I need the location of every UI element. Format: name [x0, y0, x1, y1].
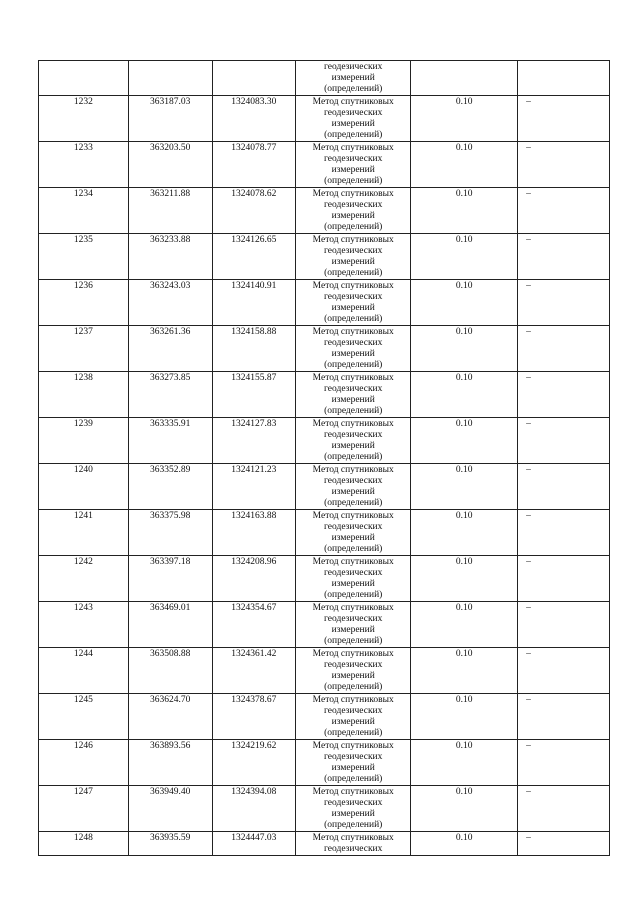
y-coordinate-cell: 1324121.23	[212, 464, 296, 510]
method-cell	[296, 556, 411, 602]
table-row	[39, 510, 610, 556]
note-cell: –	[518, 96, 610, 142]
note-cell: –	[518, 832, 610, 856]
point-number-cell: 1240	[39, 464, 129, 510]
method-line: Метод спутниковых	[312, 695, 394, 705]
precision-cell: 0.10	[411, 96, 518, 142]
y-coordinate-cell: 1324158.88	[212, 326, 296, 372]
method-line: Метод спутниковых	[312, 787, 394, 797]
method-line: геодезических	[324, 706, 383, 716]
method-cell	[296, 326, 411, 372]
precision-cell: 0.10	[411, 510, 518, 556]
x-coordinate-cell: 363935.59	[128, 832, 212, 856]
x-coordinate-cell	[128, 61, 212, 96]
x-coordinate-cell: 363375.98	[128, 510, 212, 556]
method-line: геодезических	[324, 660, 383, 670]
note-cell: –	[518, 418, 610, 464]
precision-cell: 0.10	[411, 740, 518, 786]
x-coordinate-cell: 363261.36	[128, 326, 212, 372]
table-row	[39, 602, 610, 648]
point-number-cell: 1233	[39, 142, 129, 188]
note-cell: –	[518, 464, 610, 510]
point-number-cell: 1243	[39, 602, 129, 648]
y-coordinate-cell: 1324208.96	[212, 556, 296, 602]
y-coordinate-cell: 1324394.08	[212, 786, 296, 832]
table-row	[39, 648, 610, 694]
method-line: измерений	[331, 533, 375, 543]
y-coordinate-cell: 1324078.77	[212, 142, 296, 188]
note-cell: –	[518, 142, 610, 188]
precision-cell	[411, 61, 518, 96]
precision-cell: 0.10	[411, 372, 518, 418]
method-line: измерений	[331, 763, 375, 773]
method-cell	[296, 418, 411, 464]
precision-cell: 0.10	[411, 464, 518, 510]
note-cell: –	[518, 280, 610, 326]
table-row	[39, 786, 610, 832]
y-coordinate-cell: 1324083.30	[212, 96, 296, 142]
method-line: геодезических	[324, 62, 383, 72]
method-line: Метод спутниковых	[312, 373, 394, 383]
method-line: геодезических	[324, 844, 383, 854]
method-cell	[296, 96, 411, 142]
method-line: Метод спутниковых	[312, 419, 394, 429]
table-row	[39, 740, 610, 786]
method-line: измерений	[331, 303, 375, 313]
x-coordinate-cell: 363243.03	[128, 280, 212, 326]
precision-cell: 0.10	[411, 602, 518, 648]
x-coordinate-cell: 363233.88	[128, 234, 212, 280]
table-row	[39, 418, 610, 464]
method-line: измерений	[331, 809, 375, 819]
method-line: геодезических	[324, 292, 383, 302]
method-line: геодезических	[324, 430, 383, 440]
method-line: Метод спутниковых	[312, 97, 394, 107]
y-coordinate-cell: 1324361.42	[212, 648, 296, 694]
method-line: измерений	[331, 441, 375, 451]
precision-cell: 0.10	[411, 188, 518, 234]
method-line: геодезических	[324, 108, 383, 118]
method-line: измерений	[331, 487, 375, 497]
note-cell: –	[518, 740, 610, 786]
table-row	[39, 372, 610, 418]
method-line: измерений	[331, 257, 375, 267]
table-row	[39, 464, 610, 510]
table-row	[39, 280, 610, 326]
precision-cell: 0.10	[411, 418, 518, 464]
table-row	[39, 832, 610, 856]
y-coordinate-cell: 1324219.62	[212, 740, 296, 786]
method-line: Метод спутниковых	[312, 143, 394, 153]
y-coordinate-cell	[212, 61, 296, 96]
x-coordinate-cell: 363469.01	[128, 602, 212, 648]
coordinates-table	[38, 60, 610, 856]
note-cell	[518, 61, 610, 96]
point-number-cell: 1234	[39, 188, 129, 234]
point-number-cell: 1247	[39, 786, 129, 832]
precision-cell: 0.10	[411, 280, 518, 326]
method-line: измерений	[331, 73, 375, 83]
method-line: (определений)	[324, 268, 383, 278]
method-line: Метод спутниковых	[312, 649, 394, 659]
note-cell: –	[518, 602, 610, 648]
precision-cell: 0.10	[411, 234, 518, 280]
method-line: Метод спутниковых	[312, 465, 394, 475]
x-coordinate-cell: 363949.40	[128, 786, 212, 832]
y-coordinate-cell: 1324126.65	[212, 234, 296, 280]
x-coordinate-cell: 363352.89	[128, 464, 212, 510]
method-line: геодезических	[324, 476, 383, 486]
x-coordinate-cell: 363397.18	[128, 556, 212, 602]
method-line: (определений)	[324, 222, 383, 232]
method-line: измерений	[331, 211, 375, 221]
point-number-cell: 1237	[39, 326, 129, 372]
method-line: Метод спутниковых	[312, 235, 394, 245]
method-line: (определений)	[324, 452, 383, 462]
method-line: измерений	[331, 625, 375, 635]
x-coordinate-cell: 363335.91	[128, 418, 212, 464]
method-line: Метод спутниковых	[312, 833, 394, 843]
method-line: (определений)	[324, 360, 383, 370]
method-cell	[296, 372, 411, 418]
x-coordinate-cell: 363624.70	[128, 694, 212, 740]
method-line: (определений)	[324, 406, 383, 416]
method-line: измерений	[331, 395, 375, 405]
point-number-cell: 1244	[39, 648, 129, 694]
method-line: Метод спутниковых	[312, 189, 394, 199]
note-cell: –	[518, 326, 610, 372]
y-coordinate-cell: 1324447.03	[212, 832, 296, 856]
table-row	[39, 142, 610, 188]
method-cell	[296, 464, 411, 510]
point-number-cell: 1248	[39, 832, 129, 856]
method-line: измерений	[331, 671, 375, 681]
table-row	[39, 96, 610, 142]
method-line: Метод спутниковых	[312, 327, 394, 337]
precision-cell: 0.10	[411, 832, 518, 856]
x-coordinate-cell: 363211.88	[128, 188, 212, 234]
method-line: (определений)	[324, 636, 383, 646]
x-coordinate-cell: 363187.03	[128, 96, 212, 142]
point-number-cell: 1239	[39, 418, 129, 464]
x-coordinate-cell: 363893.56	[128, 740, 212, 786]
note-cell: –	[518, 694, 610, 740]
precision-cell: 0.10	[411, 648, 518, 694]
method-line: (определений)	[324, 774, 383, 784]
y-coordinate-cell: 1324163.88	[212, 510, 296, 556]
method-line: геодезических	[324, 154, 383, 164]
method-cell	[296, 280, 411, 326]
method-cell	[296, 602, 411, 648]
method-line: геодезических	[324, 200, 383, 210]
method-cell	[296, 832, 411, 856]
method-line: (определений)	[324, 728, 383, 738]
point-number-cell	[39, 61, 129, 96]
method-line: геодезических	[324, 522, 383, 532]
method-cell	[296, 510, 411, 556]
point-number-cell: 1238	[39, 372, 129, 418]
note-cell: –	[518, 188, 610, 234]
table-row	[39, 234, 610, 280]
y-coordinate-cell: 1324354.67	[212, 602, 296, 648]
point-number-cell: 1245	[39, 694, 129, 740]
note-cell: –	[518, 786, 610, 832]
table-row-continued	[39, 61, 610, 96]
y-coordinate-cell: 1324140.91	[212, 280, 296, 326]
method-cell	[296, 694, 411, 740]
method-line: (определений)	[324, 176, 383, 186]
method-cell	[296, 142, 411, 188]
x-coordinate-cell: 363203.50	[128, 142, 212, 188]
method-line: (определений)	[324, 130, 383, 140]
method-line: геодезических	[324, 246, 383, 256]
method-line: Метод спутниковых	[312, 557, 394, 567]
method-cell	[296, 740, 411, 786]
method-line: Метод спутниковых	[312, 281, 394, 291]
method-cell	[296, 61, 411, 96]
note-cell: –	[518, 372, 610, 418]
method-line: (определений)	[324, 544, 383, 554]
table-row	[39, 556, 610, 602]
table-row	[39, 694, 610, 740]
method-line: измерений	[331, 349, 375, 359]
y-coordinate-cell: 1324078.62	[212, 188, 296, 234]
method-line: (определений)	[324, 682, 383, 692]
point-number-cell: 1235	[39, 234, 129, 280]
note-cell: –	[518, 556, 610, 602]
y-coordinate-cell: 1324127.83	[212, 418, 296, 464]
table-row	[39, 326, 610, 372]
method-line: геодезических	[324, 568, 383, 578]
point-number-cell: 1236	[39, 280, 129, 326]
method-cell	[296, 648, 411, 694]
y-coordinate-cell: 1324378.67	[212, 694, 296, 740]
method-cell	[296, 234, 411, 280]
method-line: геодезических	[324, 384, 383, 394]
method-line: Метод спутниковых	[312, 511, 394, 521]
point-number-cell: 1242	[39, 556, 129, 602]
point-number-cell: 1232	[39, 96, 129, 142]
note-cell: –	[518, 234, 610, 280]
method-line: геодезических	[324, 798, 383, 808]
method-line: (определений)	[324, 84, 383, 94]
method-line: (определений)	[324, 820, 383, 830]
method-line: (определений)	[324, 590, 383, 600]
precision-cell: 0.10	[411, 556, 518, 602]
precision-cell: 0.10	[411, 142, 518, 188]
method-line: геодезических	[324, 752, 383, 762]
y-coordinate-cell: 1324155.87	[212, 372, 296, 418]
method-line: (определений)	[324, 498, 383, 508]
method-line: геодезических	[324, 338, 383, 348]
x-coordinate-cell: 363273.85	[128, 372, 212, 418]
precision-cell: 0.10	[411, 786, 518, 832]
method-line: измерений	[331, 717, 375, 727]
note-cell: –	[518, 510, 610, 556]
precision-cell: 0.10	[411, 694, 518, 740]
point-number-cell: 1241	[39, 510, 129, 556]
note-cell: –	[518, 648, 610, 694]
point-number-cell: 1246	[39, 740, 129, 786]
method-cell	[296, 188, 411, 234]
method-line: измерений	[331, 119, 375, 129]
method-line: Метод спутниковых	[312, 603, 394, 613]
method-cell	[296, 786, 411, 832]
method-line: (определений)	[324, 314, 383, 324]
table-row	[39, 188, 610, 234]
method-line: измерений	[331, 165, 375, 175]
method-line: геодезических	[324, 614, 383, 624]
method-line: Метод спутниковых	[312, 741, 394, 751]
x-coordinate-cell: 363508.88	[128, 648, 212, 694]
method-line: измерений	[331, 579, 375, 589]
precision-cell: 0.10	[411, 326, 518, 372]
